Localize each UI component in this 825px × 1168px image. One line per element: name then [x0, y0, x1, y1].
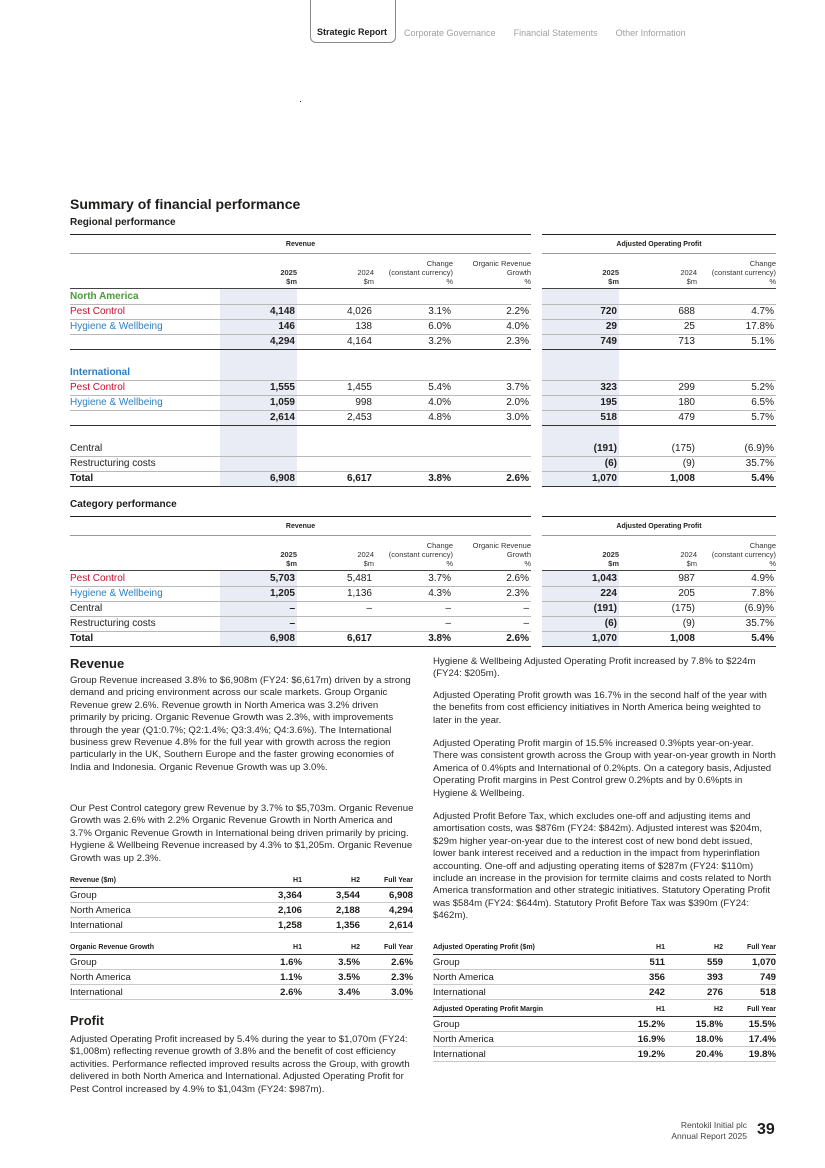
table-cell: 2,106	[277, 905, 302, 916]
table-cell: (191)	[593, 443, 617, 454]
revenue-table	[70, 874, 413, 933]
table-cell: 6,617	[346, 633, 372, 644]
table-cell: 2.0%	[506, 397, 529, 408]
table-cell: 7.8%	[751, 588, 774, 599]
row-rule	[542, 456, 776, 457]
row-rule	[70, 471, 531, 472]
row-label: Pest Control	[70, 573, 126, 584]
revenue-group-header: Revenue	[285, 241, 316, 248]
table-cell: 224	[600, 588, 617, 599]
table-cell: 3.7%	[506, 382, 529, 393]
table-row	[433, 1047, 776, 1062]
row-label: Pest Control	[70, 382, 126, 393]
table-cell: 4.0%	[506, 321, 529, 332]
row-rule	[542, 395, 776, 396]
tab-strategic-report[interactable]: Strategic Report	[310, 0, 396, 43]
tab-financial-statements[interactable]: Financial Statements	[513, 28, 598, 38]
table-row	[70, 888, 413, 903]
organic-growth-table	[70, 941, 413, 1000]
table-cell: 479	[678, 412, 695, 423]
aop-table	[433, 941, 776, 1000]
table-cell: 1,555	[269, 382, 295, 393]
table-cell: 3.8%	[428, 633, 451, 644]
column-header: Organic Revenue Growth %	[472, 541, 531, 568]
table-cell: 1,070	[591, 473, 617, 484]
page-number: 39	[757, 1121, 775, 1138]
regional-subtitle: Regional performance	[70, 217, 176, 228]
table-cell: 4.0%	[428, 397, 451, 408]
row-rule	[70, 334, 531, 335]
table-cell: 518	[600, 412, 617, 423]
row-rule	[542, 471, 776, 472]
row-rule	[542, 319, 776, 320]
row-rule	[70, 425, 531, 426]
header-rule	[70, 288, 531, 289]
row-label: Total	[70, 473, 94, 484]
table-cell: 3.5%	[338, 972, 360, 983]
table-cell: 3.7%	[428, 573, 451, 584]
table-cell: 749	[759, 972, 776, 983]
table-cell: International	[70, 920, 123, 931]
table-cell: 1,043	[591, 573, 617, 584]
header-rule	[70, 570, 531, 571]
table-cell: 195	[600, 397, 617, 408]
row-label: Central	[70, 443, 103, 454]
table-cell: 146	[278, 321, 295, 332]
table-cell: (9)	[682, 618, 695, 629]
group-rule	[70, 253, 531, 254]
row-rule	[70, 304, 531, 305]
table-cell: 1.1%	[280, 972, 302, 983]
row-rule	[542, 646, 776, 647]
table-cell: 4,164	[346, 336, 372, 347]
table-cell: 35.7%	[745, 618, 774, 629]
table-cell: 16.9%	[637, 1034, 665, 1045]
table-cell: 323	[600, 382, 617, 393]
header-rule	[542, 288, 776, 289]
column-header: 2025 $m	[280, 550, 297, 568]
table-cell: 688	[678, 306, 695, 317]
table-cell: (191)	[593, 603, 617, 614]
table-cell: 2,453	[346, 412, 372, 423]
revenue-group-header: Revenue	[285, 523, 316, 530]
table-cell: 18.0%	[695, 1034, 723, 1045]
group-rule	[542, 234, 776, 235]
small-table-header-cell: H2	[714, 1006, 723, 1013]
table-cell: 17.8%	[745, 321, 774, 332]
table-cell: (6)	[604, 458, 617, 469]
column-header: Change (constant currency) %	[711, 541, 776, 568]
small-table-header-cell: H1	[293, 877, 302, 884]
table-cell: 17.4%	[748, 1034, 776, 1045]
row-rule	[70, 349, 531, 350]
table-cell: 4.3%	[428, 588, 451, 599]
small-table-header	[433, 941, 776, 955]
dot-mark	[300, 101, 301, 102]
row-rule	[542, 334, 776, 335]
small-table-header-cell: Full Year	[383, 877, 413, 884]
table-cell: 2.6%	[506, 473, 529, 484]
table-cell: 4,026	[346, 306, 372, 317]
row-label: Restructuring costs	[70, 458, 156, 469]
table-cell: 5.4%	[751, 633, 774, 644]
table-cell: 6.5%	[751, 397, 774, 408]
column-header: Organic Revenue Growth %	[472, 259, 531, 286]
table-cell: 1,008	[669, 473, 695, 484]
table-cell: 5.7%	[751, 412, 774, 423]
profit-paragraph-1: Adjusted Operating Profit increased by 5.4% during the year to $1,070m (FY24: $1,008m) reflecting revenue growth of 3.8% and the benefit of cost efficiency activities. Performance reflected improved results across the Group, with growth delivered in both North America and International. Adjusted Operating Profit for Pest Control increased by 4.9% to $1,043m (FY24: $987m).	[70, 1034, 410, 1095]
table-cell: 5,703	[269, 573, 295, 584]
table-cell: 3.8%	[428, 473, 451, 484]
column-header: Change (constant currency) %	[711, 259, 776, 286]
table-cell: 19.8%	[748, 1049, 776, 1060]
table-cell: –	[289, 603, 295, 614]
group-rule	[542, 253, 776, 254]
table-cell: (175)	[671, 603, 695, 614]
table-cell: 713	[678, 336, 695, 347]
column-header: 2025 $m	[280, 268, 297, 286]
small-table-header-cell: Organic Revenue Growth	[70, 944, 155, 951]
table-cell: –	[445, 603, 451, 614]
table-cell: (6)	[604, 618, 617, 629]
row-rule	[542, 486, 776, 487]
row-rule	[542, 304, 776, 305]
header-rule	[542, 570, 776, 571]
revenue-heading: Revenue	[70, 656, 125, 671]
table-row	[433, 985, 776, 1000]
table-cell: 299	[678, 382, 695, 393]
table-cell: 2.6%	[391, 957, 413, 968]
row-label: North America	[70, 291, 139, 302]
row-rule	[542, 631, 776, 632]
page-title: Summary of financial performance	[70, 196, 301, 212]
row-label: Pest Control	[70, 306, 126, 317]
table-cell: Group	[433, 957, 460, 968]
table-cell: 720	[600, 306, 617, 317]
table-cell: 3.2%	[428, 336, 451, 347]
table-cell: 5.2%	[751, 382, 774, 393]
small-table-header-cell: H2	[351, 877, 360, 884]
table-cell: 19.2%	[637, 1049, 665, 1060]
table-cell: 1,008	[669, 633, 695, 644]
table-cell: 3,364	[277, 890, 302, 901]
table-cell: 2.2%	[506, 306, 529, 317]
table-cell: 35.7%	[745, 458, 774, 469]
table-cell: International	[433, 1049, 486, 1060]
profit-paragraph-5: Adjusted Profit Before Tax, which excludes one-off and adjusting items and amortisation costs, was $876m (FY24: $842m). Adjusted interest was $204m, $29m higher year-on-year due to the interest cost of new bond debt issued, lower bank interest received and a reduction in the impact from hyperinflation accounting. One-off and adjusting operating items of $287m (FY24: $110m) include an increase in the provision for termite claims and costs related to North America transformation and other strategic initiatives. Statutory Operating Profit was $584m (FY24: $644m). Statutory Profit Before Tax was $390m (FY24: $462m).	[433, 811, 772, 922]
row-rule	[70, 601, 531, 602]
table-cell: 1,258	[277, 920, 302, 931]
table-row	[433, 970, 776, 985]
table-cell: 4.7%	[751, 306, 774, 317]
table-cell: –	[366, 603, 372, 614]
table-cell: Group	[70, 957, 97, 968]
table-cell: 138	[355, 321, 372, 332]
row-label: Hygiene & Wellbeing	[70, 321, 163, 332]
table-cell: North America	[433, 1034, 494, 1045]
table-cell: 5.4%	[428, 382, 451, 393]
table-cell: 4,148	[269, 306, 295, 317]
table-cell: 180	[678, 397, 695, 408]
table-cell: (6.9)%	[744, 443, 774, 454]
table-cell: 1,070	[751, 957, 776, 968]
row-label: Central	[70, 603, 103, 614]
row-rule	[542, 349, 776, 350]
table-cell: 2,188	[335, 905, 360, 916]
tab-other-information[interactable]: Other Information	[615, 28, 686, 38]
row-label: Hygiene & Wellbeing	[70, 588, 163, 599]
table-cell: Group	[433, 1019, 460, 1030]
table-cell: –	[523, 618, 529, 629]
row-label: Hygiene & Wellbeing	[70, 397, 163, 408]
row-rule	[70, 380, 531, 381]
table-row	[70, 903, 413, 918]
table-cell: 5.4%	[751, 473, 774, 484]
row-rule	[542, 586, 776, 587]
small-table-header-cell: Adjusted Operating Profit ($m)	[433, 944, 535, 951]
row-label: International	[70, 367, 131, 378]
aop-group-header: Adjusted Operating Profit	[616, 523, 702, 530]
table-cell: 2.6%	[280, 987, 302, 998]
table-row	[70, 918, 413, 933]
profit-paragraph-2: Hygiene & Wellbeing Adjusted Operating Profit increased by 7.8% to $224m (FY24: $205m).	[433, 656, 756, 680]
table-row	[433, 955, 776, 970]
table-cell: 511	[649, 957, 665, 968]
table-cell: 998	[355, 397, 372, 408]
revenue-paragraph-2: Our Pest Control category grew Revenue by 3.7% to $5,703m. Organic Revenue Growth was 2.6% with 2.2% Organic Revenue Growth in North America and 3.7% Organic Revenue Growth in International being driven primarily by pricing. Hygiene & Wellbeing Revenue increased by 4.3% to $1,205m. Organic Revenue Growth was up 2.3%.	[70, 803, 414, 864]
row-rule	[542, 616, 776, 617]
small-table-header-cell: H1	[656, 944, 665, 951]
table-cell: 1,059	[269, 397, 295, 408]
column-header: 2024 $m	[357, 550, 374, 568]
small-table-header-cell: Full Year	[746, 1006, 776, 1013]
table-cell: (175)	[671, 443, 695, 454]
table-cell: 6.0%	[428, 321, 451, 332]
table-cell: 3.5%	[338, 957, 360, 968]
small-table-header-cell: Revenue ($m)	[70, 877, 116, 884]
table-cell: 2.3%	[506, 336, 529, 347]
row-rule	[70, 631, 531, 632]
table-cell: 3,544	[335, 890, 360, 901]
column-header: Change (constant currency) %	[388, 541, 453, 568]
small-table-header-cell: H1	[293, 944, 302, 951]
profit-paragraph-4: Adjusted Operating Profit margin of 15.5% increased 0.3%pts year-on-year. There was consistent growth across the Group with year-on-year growth in North America of 0.4%pts and International of 0.2%pts. On a category basis, Adjusted Operating Profit margins in Pest Control grew 0.2%pts and by 0.6%pts in Hygiene & Wellbeing.	[433, 738, 776, 799]
table-cell: 205	[678, 588, 695, 599]
table-row	[70, 970, 413, 985]
table-cell: International	[433, 987, 486, 998]
table-cell: 4.8%	[428, 412, 451, 423]
small-table-header-cell: Full Year	[746, 944, 776, 951]
small-table-header	[433, 1003, 776, 1017]
table-cell: 3.4%	[338, 987, 360, 998]
footer	[671, 1120, 747, 1142]
table-cell: 6,908	[269, 633, 295, 644]
table-cell: North America	[433, 972, 494, 983]
tab-corporate-governance[interactable]: Corporate Governance	[404, 28, 496, 38]
table-cell: 15.2%	[637, 1019, 665, 1030]
small-table-header-cell: H1	[656, 1006, 665, 1013]
small-table-header	[70, 941, 413, 955]
table-cell: 5.1%	[751, 336, 774, 347]
column-header: Change (constant currency) %	[388, 259, 453, 286]
table-cell: 276	[706, 987, 723, 998]
table-cell: 15.8%	[695, 1019, 723, 1030]
row-rule	[70, 646, 531, 647]
table-cell: 3.0%	[506, 412, 529, 423]
table-cell: –	[523, 603, 529, 614]
group-rule	[542, 535, 776, 536]
column-header: 2025 $m	[602, 268, 619, 286]
table-cell: 987	[678, 573, 695, 584]
table-cell: 1,356	[335, 920, 360, 931]
row-label: Restructuring costs	[70, 618, 156, 629]
table-cell: 1,205	[269, 588, 295, 599]
group-rule	[70, 535, 531, 536]
table-cell: –	[445, 618, 451, 629]
small-table-header	[70, 874, 413, 888]
table-cell: International	[70, 987, 123, 998]
footer-company: Rentokil Initial plc	[680, 1120, 747, 1130]
category-subtitle: Category performance	[70, 499, 177, 510]
table-cell: (9)	[682, 458, 695, 469]
table-cell: 2.6%	[506, 573, 529, 584]
table-cell: 749	[600, 336, 617, 347]
row-rule	[542, 380, 776, 381]
small-table-header-cell: Full Year	[383, 944, 413, 951]
profit-heading: Profit	[70, 1013, 104, 1028]
group-rule	[70, 234, 531, 235]
table-row	[433, 1017, 776, 1032]
small-table-header-cell: H2	[714, 944, 723, 951]
row-rule	[542, 410, 776, 411]
table-cell: 2.3%	[391, 972, 413, 983]
table-row	[433, 1032, 776, 1047]
table-cell: 3.0%	[391, 987, 413, 998]
group-rule	[542, 516, 776, 517]
table-cell: 1.6%	[280, 957, 302, 968]
row-rule	[70, 410, 531, 411]
row-rule	[542, 425, 776, 426]
aop-group-header: Adjusted Operating Profit	[616, 241, 702, 248]
table-cell: 559	[706, 957, 723, 968]
footer-report: Annual Report 2025	[671, 1131, 747, 1141]
profit-paragraph-3: Adjusted Operating Profit growth was 16.7% in the second half of the year with the benefits from cost efficiency initiatives in North America being weighted to later in the year.	[433, 690, 767, 726]
row-rule	[542, 601, 776, 602]
table-cell: 25	[683, 321, 695, 332]
table-cell: 6,908	[388, 890, 413, 901]
table-cell: 393	[706, 972, 723, 983]
small-table-header-cell: H2	[351, 944, 360, 951]
aop-margin-table	[433, 1003, 776, 1062]
revenue-paragraph-1: Group Revenue increased 3.8% to $6,908m (FY24: $6,617m) driven by a strong demand and pricing environment across our scale markets. Group Organic Revenue grew 2.6%. Revenue growth in North America was 3.2% driven primarily by pricing. Organic Revenue Growth was 2.3%, with improvements through the year (Q1:0.7%; Q2:1.4%; Q3:3.4%; Q4:3.6%). The International business grew Revenue 4.8% for the full year with growth across the region particularly in the UK, Southern Europe and the faster growing economies of India and Indonesia. Organic Revenue Growth was up 3.0%.	[70, 675, 411, 773]
table-row	[70, 955, 413, 970]
table-cell: 2.6%	[506, 633, 529, 644]
row-label: Total	[70, 633, 94, 644]
table-cell: 2,614	[269, 412, 295, 423]
column-header: 2024 $m	[680, 550, 697, 568]
table-cell: 4,294	[388, 905, 413, 916]
table-cell: North America	[70, 905, 131, 916]
table-cell: 20.4%	[695, 1049, 723, 1060]
column-header: 2025 $m	[602, 550, 619, 568]
table-cell: 15.5%	[748, 1019, 776, 1030]
table-cell: 4,294	[269, 336, 295, 347]
table-cell: 356	[648, 972, 665, 983]
table-cell: North America	[70, 972, 131, 983]
column-header: 2024 $m	[680, 268, 697, 286]
table-cell: 4.9%	[751, 573, 774, 584]
table-cell: 6,908	[269, 473, 295, 484]
table-row	[70, 985, 413, 1000]
table-cell: 6,617	[346, 473, 372, 484]
section-nav	[310, 0, 704, 44]
table-cell: 242	[648, 987, 665, 998]
table-cell: 2.3%	[506, 588, 529, 599]
table-cell: (6.9)%	[744, 603, 774, 614]
table-cell: 518	[759, 987, 776, 998]
table-cell: 1,455	[346, 382, 372, 393]
table-cell: –	[289, 618, 295, 629]
table-cell: 29	[605, 321, 617, 332]
column-header: 2024 $m	[357, 268, 374, 286]
table-cell: 2,614	[388, 920, 413, 931]
small-table-header-cell: Adjusted Operating Profit Margin	[433, 1006, 544, 1013]
row-rule	[70, 486, 531, 487]
table-cell: 3.1%	[428, 306, 451, 317]
table-cell: Group	[70, 890, 97, 901]
table-cell: 1,136	[346, 588, 372, 599]
table-cell: 1,070	[591, 633, 617, 644]
group-rule	[70, 516, 531, 517]
table-cell: 5,481	[346, 573, 372, 584]
